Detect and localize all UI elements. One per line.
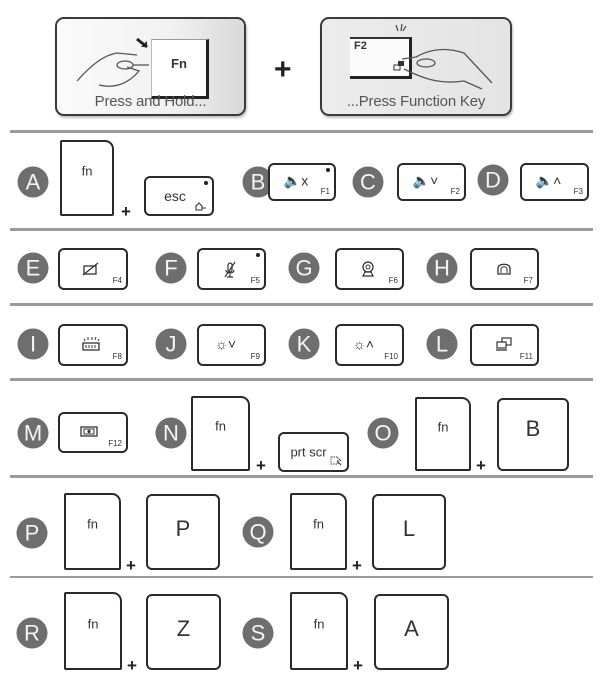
combo-plus: + [353,656,363,675]
f12-camera-shutter-key[interactable] [58,412,128,453]
volume-down-icon: 🔈˅ [412,172,439,189]
fn-key-label: fn [87,616,99,632]
mute-icon: 🔈x [283,172,309,189]
esc-key-label: esc [164,188,186,204]
f5-mic-mute-key[interactable] [197,248,266,290]
fkey-label: F7 [523,276,533,285]
display-switch-icon [496,337,512,351]
l-key[interactable] [372,494,446,570]
badge-s: S [243,618,274,649]
volume-up-icon: 🔈˄ [535,172,562,189]
mic-mute-icon [223,261,237,279]
f2-key-label: F2 [354,40,367,52]
f6-webcam-key[interactable] [335,248,404,290]
fkey-label: F12 [108,439,122,448]
fn-key-label: fn [313,516,324,532]
badge-i: I [18,329,49,360]
plus-sign: + [274,53,292,86]
press-and-hold-panel [55,17,246,116]
snipping-icon [330,454,342,466]
fn-key [290,493,347,570]
badge-r: R [17,618,48,649]
divider [10,228,593,231]
badge-g: G [289,253,320,284]
prt-scr-key-label: prt scr [290,444,327,460]
webcam-icon [361,260,375,278]
combo-plus: + [476,456,486,475]
badge-m: M [18,418,49,449]
p-key-label: P [175,516,191,542]
fkey-label: F11 [519,352,533,361]
fn-key [60,140,114,216]
fkey-label: F5 [250,276,260,285]
fingerprint-icon [496,260,512,278]
f1-mute-key[interactable] [268,163,336,201]
fkey-label: F2 [450,187,460,196]
combo-plus: + [121,202,131,221]
divider [10,475,593,478]
fn-key [64,592,122,670]
press-and-hold-caption: Press and Hold... [94,93,207,110]
indicator-dot [326,168,330,172]
f11-display-switch-key[interactable] [470,324,539,366]
fn-key [415,397,471,471]
fn-lock-icon [194,201,208,211]
fkey-label: F9 [250,352,260,361]
b-key[interactable] [497,398,569,471]
b-key-label: B [525,415,541,441]
fkey-label: F10 [384,352,398,361]
f2-volume-down-key[interactable] [397,163,466,201]
fn-key-label: fn [313,616,325,632]
fkey-label: F1 [320,187,330,196]
touchpad-off-icon [82,262,100,276]
hand-pressing-f2-icon [386,23,506,93]
divider [10,130,593,133]
brightness-down-icon: ☼˅ [214,336,236,353]
fkey-label: F8 [112,352,122,361]
badge-c: C [353,167,384,198]
badge-k: K [289,329,320,360]
fn-key [191,396,250,471]
badge-f: F [156,253,187,284]
a-key-label: A [404,616,419,642]
badge-a: A [18,167,49,198]
badge-o: O [368,418,399,449]
fkey-label: F4 [112,276,122,285]
fkey-label: F3 [573,187,583,196]
keyboard-backlight-icon [80,334,102,354]
f8-keyboard-backlight-key[interactable] [58,324,128,366]
fn-key [290,592,348,670]
z-key[interactable] [146,594,221,670]
esc-key [144,176,214,216]
f9-brightness-down-key[interactable] [197,324,266,366]
press-function-key-caption: ...Press Function Key [346,93,486,110]
combo-plus: + [256,456,266,475]
combo-plus: + [127,656,137,675]
badge-q: Q [243,517,274,548]
p-key[interactable] [146,494,220,570]
badge-b: B [243,167,274,198]
z-key-label: Z [176,616,191,642]
f7-fingerprint-key[interactable] [470,248,539,290]
badge-d: D [478,165,509,196]
fn-key [64,493,121,570]
press-function-key-panel [320,17,512,116]
fn-key-label: fn [81,163,93,179]
combo-plus: + [352,556,362,575]
prt-scr-key[interactable] [278,432,349,472]
a-key[interactable] [374,594,449,670]
fn-key-label: fn [215,418,226,434]
fn-key-label: fn [437,419,449,435]
f3-volume-up-key[interactable] [520,163,589,201]
combo-plus: + [126,556,136,575]
camera-shutter-icon [80,426,98,438]
badge-h: H [427,253,458,284]
badge-j: J [156,329,187,360]
fn-key-label: fn [87,516,98,532]
badge-e: E [18,253,49,284]
divider [10,576,593,578]
badge-n: N [156,418,187,449]
fkey-label: F6 [388,276,398,285]
badge-l: L [427,329,458,360]
divider [10,378,593,381]
indicator-dot [204,181,208,185]
badge-p: P [17,518,48,549]
l-key-label: L [402,516,416,542]
fn-key-label: Fn [171,56,187,71]
brightness-up-icon: ☼˄ [352,336,374,353]
f10-brightness-up-key[interactable] [335,324,404,366]
f4-touchpad-key[interactable] [58,248,128,290]
divider [10,303,593,306]
indicator-dot [256,253,260,257]
